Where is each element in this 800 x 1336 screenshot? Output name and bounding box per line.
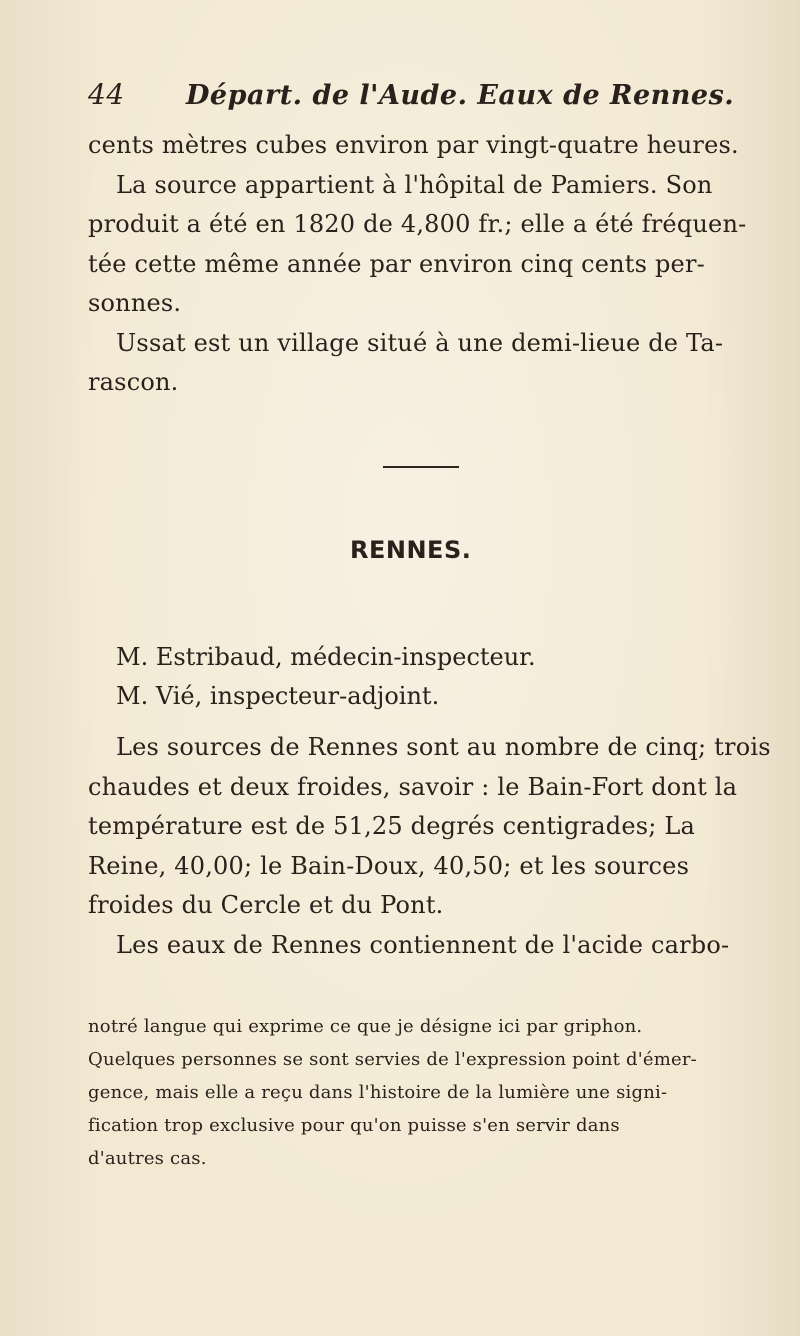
text-line: produit a été en 1820 de 4,800 fr.; elle a été fréquen- — [88, 210, 747, 238]
official-line: M. Vié, inspecteur-adjoint. — [116, 682, 440, 710]
text-line: tée cette même année par environ cinq cents per- — [88, 249, 705, 278]
text-line: rascon. — [88, 368, 179, 396]
footnote-line: notré langue qui exprime ce que je désigne ici par griphon. — [88, 1016, 643, 1037]
text-line: froides du Cercle et du Pont. — [88, 891, 444, 919]
section-divider — [383, 466, 459, 468]
footnote-line: d'autres cas. — [88, 1148, 207, 1169]
running-title: Départ. de l'Aude. Eaux de Rennes. — [186, 80, 735, 111]
section-title: RENNES. — [350, 536, 472, 564]
ussat-paragraph-block — [88, 126, 758, 403]
page-header — [88, 78, 758, 111]
text-line: cents mètres cubes environ par vingt-quatre heures. — [88, 131, 739, 159]
footnote-line: gence, mais elle a reçu dans l'histoire de la lumière une signi- — [88, 1082, 668, 1103]
text-line: Ussat est un village situé à une demi-lieue de Ta- — [116, 328, 724, 357]
text-line: La source appartient à l'hôpital de Pamiers. Son — [116, 170, 713, 199]
footnote-line: fication trop exclusive pour qu'on puisse s'en servir dans — [88, 1115, 620, 1136]
text-line: chaudes et deux froides, savoir : le Bain-Fort dont la — [88, 772, 738, 801]
text-line: température est de 51,25 degrés centigrades; La — [88, 812, 696, 840]
officials-list — [116, 638, 756, 716]
text-line: sonnes. — [88, 289, 182, 317]
footnote — [88, 1010, 763, 1175]
text-line: Les eaux de Rennes contiennent de l'acide carbo- — [116, 930, 730, 959]
rennes-paragraph-block — [88, 728, 771, 965]
text-line: Reine, 40,00; le Bain-Doux, 40,50; et les sources — [88, 851, 690, 880]
official-line: M. Estribaud, médecin-inspecteur. — [116, 643, 536, 671]
text-line: Les sources de Rennes sont au nombre de cinq; trois — [116, 733, 771, 761]
page-number: 44 — [88, 78, 125, 111]
footnote-line: Quelques personnes se sont servies de l'expression point d'émer- — [88, 1049, 697, 1070]
